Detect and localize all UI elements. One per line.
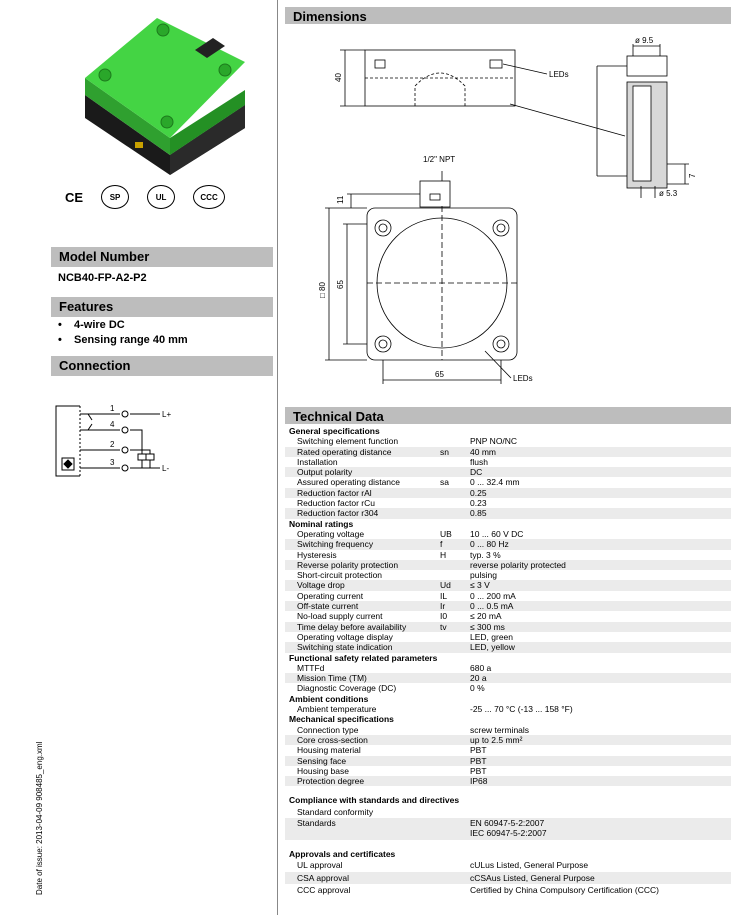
- spec-symbol: I0: [440, 611, 448, 622]
- spec-value: cULus Listed, General Purpose: [470, 860, 589, 871]
- spec-name: Diagnostic Coverage (DC): [297, 683, 397, 694]
- spec-name: Mission Time (TM): [297, 673, 367, 684]
- spec-name: Reduction factor rCu: [297, 498, 375, 509]
- spec-name: Off-state current: [297, 601, 359, 612]
- ccc-mark-icon: CCC: [193, 185, 225, 209]
- column-divider: [277, 0, 278, 915]
- spec-value: 0.25: [470, 487, 487, 498]
- spec-value: reverse polarity protected: [470, 559, 566, 570]
- model-number-heading: Model Number: [51, 247, 273, 267]
- spec-value: typ. 3 %: [470, 549, 501, 560]
- spec-row: [285, 884, 731, 897]
- spec-name: Rated operating distance: [297, 446, 392, 457]
- spec-row: [285, 673, 731, 683]
- spec-value: 20 a: [470, 673, 487, 684]
- spec-row: [285, 806, 731, 819]
- spec-name: Standard conformity: [297, 806, 374, 817]
- spec-value: 40 mm: [470, 446, 496, 457]
- spec-group-heading: General specifications: [289, 426, 380, 436]
- spec-symbol: sa: [440, 477, 449, 488]
- spec-row: [285, 632, 731, 642]
- spec-value: screw terminals: [470, 724, 530, 735]
- spec-symbol: tv: [440, 621, 447, 632]
- spec-name: Time delay before availability: [297, 621, 407, 632]
- product-image: [75, 10, 260, 175]
- spec-name: Assured operating distance: [297, 477, 401, 488]
- spec-row: [285, 776, 731, 786]
- spec-value: 0 ... 200 mA: [470, 590, 516, 601]
- model-number: NCB40-FP-A2-P2: [58, 272, 147, 284]
- spec-row: [285, 642, 731, 652]
- spec-group-heading: Approvals and certificates: [289, 849, 396, 860]
- spec-row: [285, 539, 731, 549]
- feature-item: • Sensing range 40 mm: [58, 333, 188, 348]
- spec-row: [285, 872, 731, 885]
- dimension-drawing: [285, 26, 735, 396]
- leds-bottom-label: LEDs: [513, 374, 533, 383]
- technical-data-heading: Technical Data: [285, 407, 731, 424]
- spec-value: LED, green: [470, 631, 513, 642]
- spec-row: [285, 622, 731, 632]
- spec-row: [285, 550, 731, 560]
- spec-value: flush: [470, 456, 488, 467]
- spec-row: [285, 725, 731, 735]
- spec-value: up to 2.5 mm²: [470, 734, 523, 745]
- spec-row: [285, 508, 731, 518]
- dia-9-5-label: ø 9.5: [635, 36, 654, 45]
- spec-name: Housing material: [297, 745, 361, 756]
- connection-heading: Connection: [51, 356, 273, 376]
- features-list: [58, 318, 188, 348]
- spec-name: Reduction factor r304: [297, 508, 379, 519]
- spec-value: 0 ... 80 Hz: [470, 539, 509, 550]
- spec-row: [285, 756, 731, 766]
- spec-name: CCC approval: [297, 885, 351, 896]
- spec-symbol: UB: [440, 528, 452, 539]
- npt-label: 1/2" NPT: [423, 155, 456, 164]
- terminal-3-label: 3: [110, 458, 115, 467]
- spec-row: [285, 735, 731, 745]
- spec-name: Short-circuit protection: [297, 570, 383, 581]
- height-65-label: 65: [336, 280, 345, 289]
- row-spacer: [285, 786, 731, 795]
- width-65-label: 65: [435, 370, 444, 379]
- spec-value: LED, yellow: [470, 642, 515, 653]
- spec-name: Switching frequency: [297, 539, 374, 550]
- spec-value: 680 a: [470, 662, 492, 673]
- spec-row: [285, 488, 731, 498]
- spec-value: PNP NO/NC: [470, 436, 518, 447]
- terminal-2-label: 2: [110, 440, 115, 449]
- spec-name: Standards: [297, 818, 336, 829]
- height-11-label: 11: [336, 195, 345, 204]
- spec-row: [285, 436, 731, 446]
- spec-name: Hysteresis: [297, 549, 337, 560]
- spec-name: Switching element function: [297, 436, 399, 447]
- spec-row: [285, 818, 731, 840]
- spec-row: [285, 498, 731, 508]
- technical-data-table: [285, 426, 731, 897]
- spec-row: [285, 591, 731, 601]
- l-plus-label: L+: [162, 410, 172, 419]
- terminal-4-label: 4: [110, 420, 115, 429]
- spec-name: Switching state indication: [297, 642, 393, 653]
- spec-row: [285, 859, 731, 872]
- spec-value: 0 ... 0.5 mA: [470, 601, 514, 612]
- spec-value: ≤ 3 V: [470, 580, 490, 591]
- spec-name: Operating current: [297, 590, 364, 601]
- spec-value: DC: [470, 467, 483, 478]
- spec-value: ≤ 20 mA: [470, 611, 502, 622]
- spec-symbol: sn: [440, 446, 449, 457]
- spec-name: Reverse polarity protection: [297, 559, 399, 570]
- spec-symbol: IL: [440, 590, 448, 601]
- spec-value: ≤ 300 ms: [470, 621, 505, 632]
- spec-value: 0 %: [470, 683, 485, 694]
- spec-group-heading: Functional safety related parameters: [289, 652, 438, 663]
- spec-value: Certified by China Compulsory Certification (CCC): [470, 885, 659, 896]
- spec-group-heading: Compliance with standards and directives: [289, 795, 460, 806]
- spec-row: [285, 447, 731, 457]
- spec-row: [285, 560, 731, 570]
- spec-name: Output polarity: [297, 467, 353, 478]
- ul-mark-icon: UL: [147, 185, 175, 209]
- spec-name: Ambient temperature: [297, 704, 377, 715]
- spec-name: Housing base: [297, 765, 349, 776]
- spec-row: [285, 611, 731, 621]
- spec-value: 0.85: [470, 508, 487, 519]
- spec-value: EN 60947-5-2:2007 IEC 60947-5-2:2007: [470, 818, 547, 839]
- height-7-label: 7: [688, 173, 697, 178]
- spec-group-heading: Nominal ratings: [289, 518, 354, 529]
- row-spacer: [285, 840, 731, 849]
- csa-mark-icon: SP: [101, 185, 129, 209]
- spec-name: Protection degree: [297, 776, 365, 787]
- spec-name: Voltage drop: [297, 580, 345, 591]
- dimensions-heading: Dimensions: [285, 7, 731, 24]
- spec-value: pulsing: [470, 570, 497, 581]
- spec-name: Core cross-section: [297, 734, 368, 745]
- spec-value: -25 ... 70 °C (-13 ... 158 °F): [470, 704, 573, 715]
- spec-name: Sensing face: [297, 755, 347, 766]
- height-40-label: 40: [334, 73, 343, 82]
- wiring-diagram: [52, 400, 182, 482]
- spec-row: [285, 683, 731, 693]
- spec-row: [285, 663, 731, 673]
- spec-name: UL approval: [297, 860, 343, 871]
- spec-name: Operating voltage: [297, 528, 365, 539]
- spec-symbol: f: [440, 539, 443, 550]
- spec-name: No-load supply current: [297, 611, 383, 622]
- spec-row: [285, 570, 731, 580]
- ce-mark-icon: CE: [65, 189, 84, 205]
- dia-5-3-label: ø 5.3: [659, 189, 678, 198]
- spec-row: [285, 457, 731, 467]
- feature-item: • 4-wire DC: [58, 318, 188, 333]
- spec-value: IP68: [470, 776, 488, 787]
- spec-row: [285, 766, 731, 776]
- leds-top-label: LEDs: [549, 70, 569, 79]
- spec-name: CSA approval: [297, 872, 349, 883]
- spec-value: PBT: [470, 765, 487, 776]
- features-heading: Features: [51, 297, 273, 317]
- spec-row: [285, 467, 731, 477]
- l-minus-label: L-: [162, 464, 170, 473]
- spec-value: PBT: [470, 745, 487, 756]
- spec-value: 10 ... 60 V DC: [470, 528, 524, 539]
- spec-value: cCSAus Listed, General Purpose: [470, 872, 595, 883]
- spec-row: [285, 529, 731, 539]
- spec-symbol: Ir: [440, 601, 446, 612]
- spec-row: [285, 601, 731, 611]
- spec-row: [285, 477, 731, 487]
- spec-name: Reduction factor rAl: [297, 487, 372, 498]
- spec-name: MTTFd: [297, 662, 325, 673]
- certification-marks: [65, 185, 225, 209]
- spec-row: [285, 580, 731, 590]
- spec-group-heading: Mechanical specifications: [289, 714, 394, 725]
- spec-row: [285, 704, 731, 714]
- spec-row: [285, 745, 731, 755]
- spec-symbol: Ud: [440, 580, 451, 591]
- spec-name: Installation: [297, 456, 338, 467]
- square-80-label: □ 80: [318, 282, 327, 298]
- spec-name: Operating voltage display: [297, 631, 393, 642]
- spec-name: Connection type: [297, 724, 359, 735]
- issue-date-text: Date of issue: 2013-04-09 908485_eng.xml: [35, 741, 44, 895]
- spec-value: PBT: [470, 755, 487, 766]
- spec-value: 0 ... 32.4 mm: [470, 477, 520, 488]
- terminal-1-label: 1: [110, 404, 115, 413]
- spec-group-heading: Ambient conditions: [289, 693, 369, 704]
- spec-symbol: H: [440, 549, 447, 560]
- spec-value: 0.23: [470, 498, 487, 509]
